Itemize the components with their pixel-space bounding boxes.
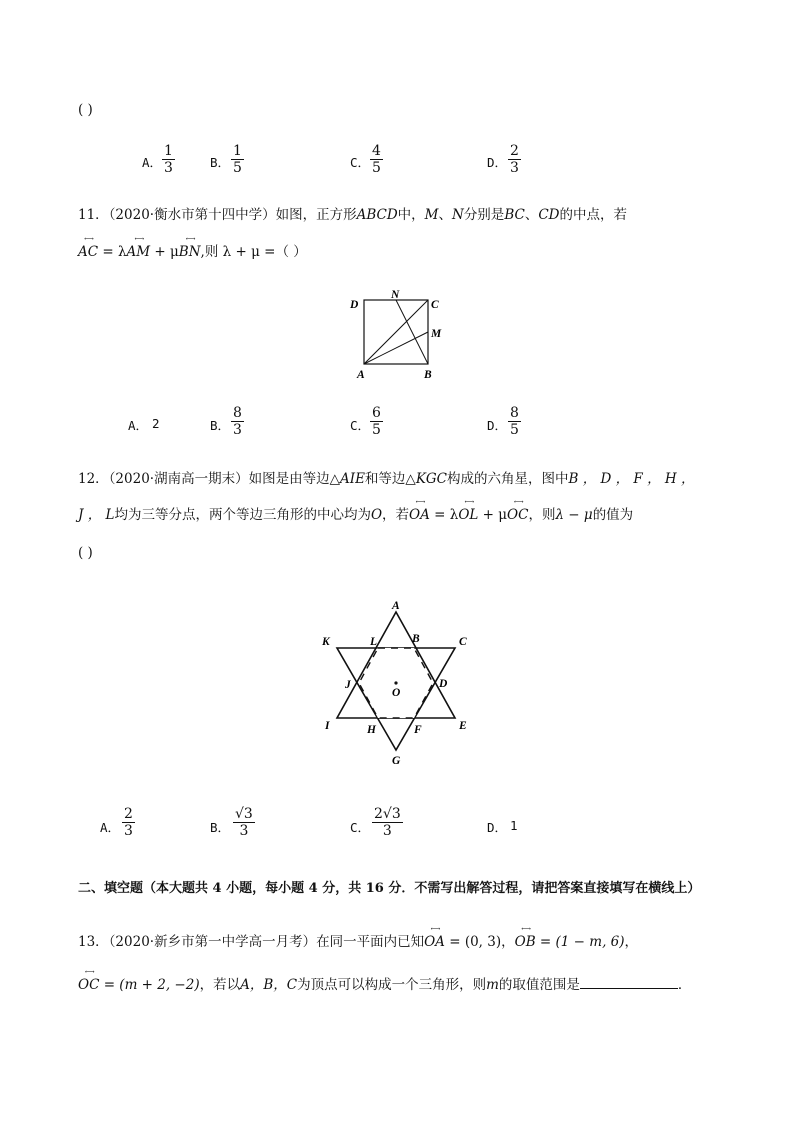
option-fraction: 8 3 [233, 405, 242, 438]
answer-paren: ( ) [78, 545, 93, 561]
option-label: C． [350, 820, 371, 835]
question-13-stem-line2: ←→ OC = (m + 2, −2)，若以A，B，C为顶点可以构成一个三角形，则m的取值范围是 ． [78, 973, 691, 993]
option-fraction: 4 5 [372, 143, 381, 176]
hexagram-figure [312, 592, 492, 770]
label-h: H [367, 724, 376, 736]
segment-ac [364, 300, 428, 364]
question-11-equation: ←→ AC = λ←→ AM + μ←→ BN,则 λ + μ =（ ） [78, 240, 307, 260]
option-label: A． [128, 418, 149, 433]
question-12-stem-line2: J ， L均为三等分点，两个等边三角形的中心均为O，若←→ OA = λ←→ OL + μ←→ OC，则λ − μ的值为 [78, 503, 633, 523]
option-value: 2 [152, 416, 160, 431]
label-b: B [424, 369, 432, 381]
answer-blank[interactable] [580, 988, 678, 989]
question-12-stem-line1: 12．（2020·湖南高一期末）如图是由等边△AIE和等边△KGC构成的六角星，图中B ， D ， F ， H ， [78, 471, 695, 487]
label-e: E [459, 720, 467, 732]
label-c: C [431, 299, 439, 311]
label-d: D [350, 299, 359, 311]
option-label: A． [100, 820, 121, 835]
label-l: L [370, 636, 378, 648]
question-13-stem-line1: 13．（2020·新乡市第一中学高一月考）在同一平面内已知←→ OA = (0, 3)，←→ OB = (1 − m, 6)， [78, 930, 638, 950]
option-value: 1 [510, 818, 518, 833]
option-fraction: √3 3 [235, 806, 253, 839]
question-11-stem: 11．（2020·衡水市第十四中学）如图，正方形ABCD中，M、N分别是BC、CD的中点，若 [78, 207, 627, 223]
option-fraction: 2√3 3 [374, 806, 401, 839]
option-fraction: 6 5 [372, 405, 381, 438]
section-heading: 二、填空题（本大题共 4 小题，每小题 4 分，共 16 分．不需写出解答过程，请把答案直接填写在横线上） [78, 881, 701, 896]
option-fraction: 1 5 [233, 143, 242, 176]
option-label: B． [210, 820, 231, 835]
label-o: O [392, 687, 401, 699]
label-c: C [459, 636, 467, 648]
option-label: B． [210, 155, 231, 170]
label-f: F [414, 724, 422, 736]
segment-bn [396, 300, 428, 364]
option-fraction: 2 3 [124, 806, 133, 839]
segment-am [364, 332, 428, 364]
option-label: D． [487, 418, 508, 433]
label-g: G [392, 755, 401, 767]
square-figure [340, 288, 450, 384]
option-fraction: 2 3 [510, 143, 519, 176]
answer-paren: ( ) [78, 102, 93, 118]
option-label: C． [350, 155, 371, 170]
label-b: B [412, 633, 420, 645]
label-j: J [345, 679, 351, 691]
option-fraction: 8 5 [510, 405, 519, 438]
label-d: D [439, 678, 448, 690]
label-a: A [357, 369, 365, 381]
label-m: M [431, 328, 442, 340]
label-n: N [391, 289, 400, 301]
label-i: I [325, 720, 330, 732]
center-point-o [394, 681, 397, 684]
option-label: A． [142, 155, 163, 170]
option-label: C． [350, 418, 371, 433]
label-a: A [392, 600, 400, 612]
option-label: D． [487, 155, 508, 170]
option-label: D． [487, 820, 508, 835]
label-k: K [322, 636, 330, 648]
option-fraction: 1 3 [164, 143, 173, 176]
option-label: B． [210, 418, 231, 433]
